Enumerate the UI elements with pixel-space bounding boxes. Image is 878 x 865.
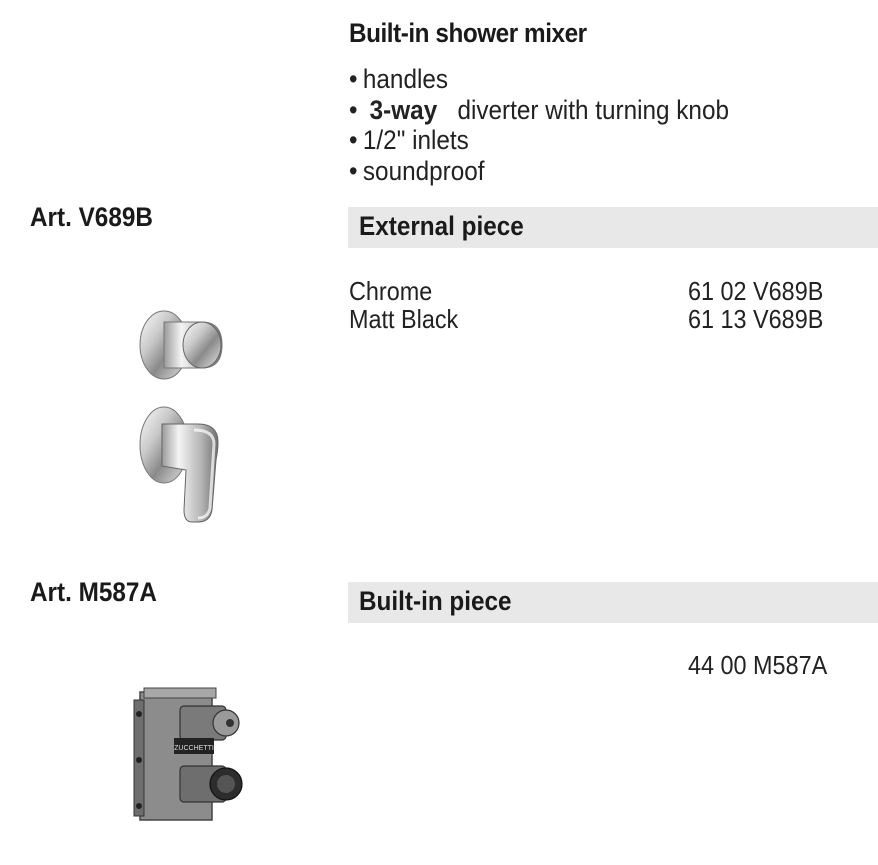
finish-name: Matt Black	[349, 304, 459, 334]
box-brand-label: ZUCCHETTI	[174, 745, 214, 752]
article-number-external: Art. V689B	[30, 202, 153, 232]
feature-item: • handles	[349, 64, 449, 94]
feature-item: • 1/2" inlets	[349, 125, 469, 155]
article-number-builtin: Art. M587A	[30, 577, 157, 607]
section-title: External piece	[359, 211, 524, 241]
feature-list	[349, 64, 771, 186]
product-title: Built-in shower mixer	[349, 18, 587, 48]
finish-name: Chrome	[349, 276, 433, 306]
feature-item: • soundproof	[349, 155, 485, 186]
finish-code: 61 13 V689B	[688, 304, 824, 334]
lever-handle-product-image	[132, 400, 232, 528]
knob-product-image	[132, 300, 232, 390]
section-header-external	[348, 207, 878, 248]
builtin-code: 44 00 M587A	[688, 650, 828, 680]
section-title: Built-in piece	[359, 586, 512, 616]
finish-code: 61 02 V689B	[688, 276, 824, 306]
builtin-box-product-image	[130, 680, 250, 830]
feature-item: • 3-way diverter with turning knob	[349, 94, 729, 125]
section-header-builtin	[348, 582, 878, 623]
